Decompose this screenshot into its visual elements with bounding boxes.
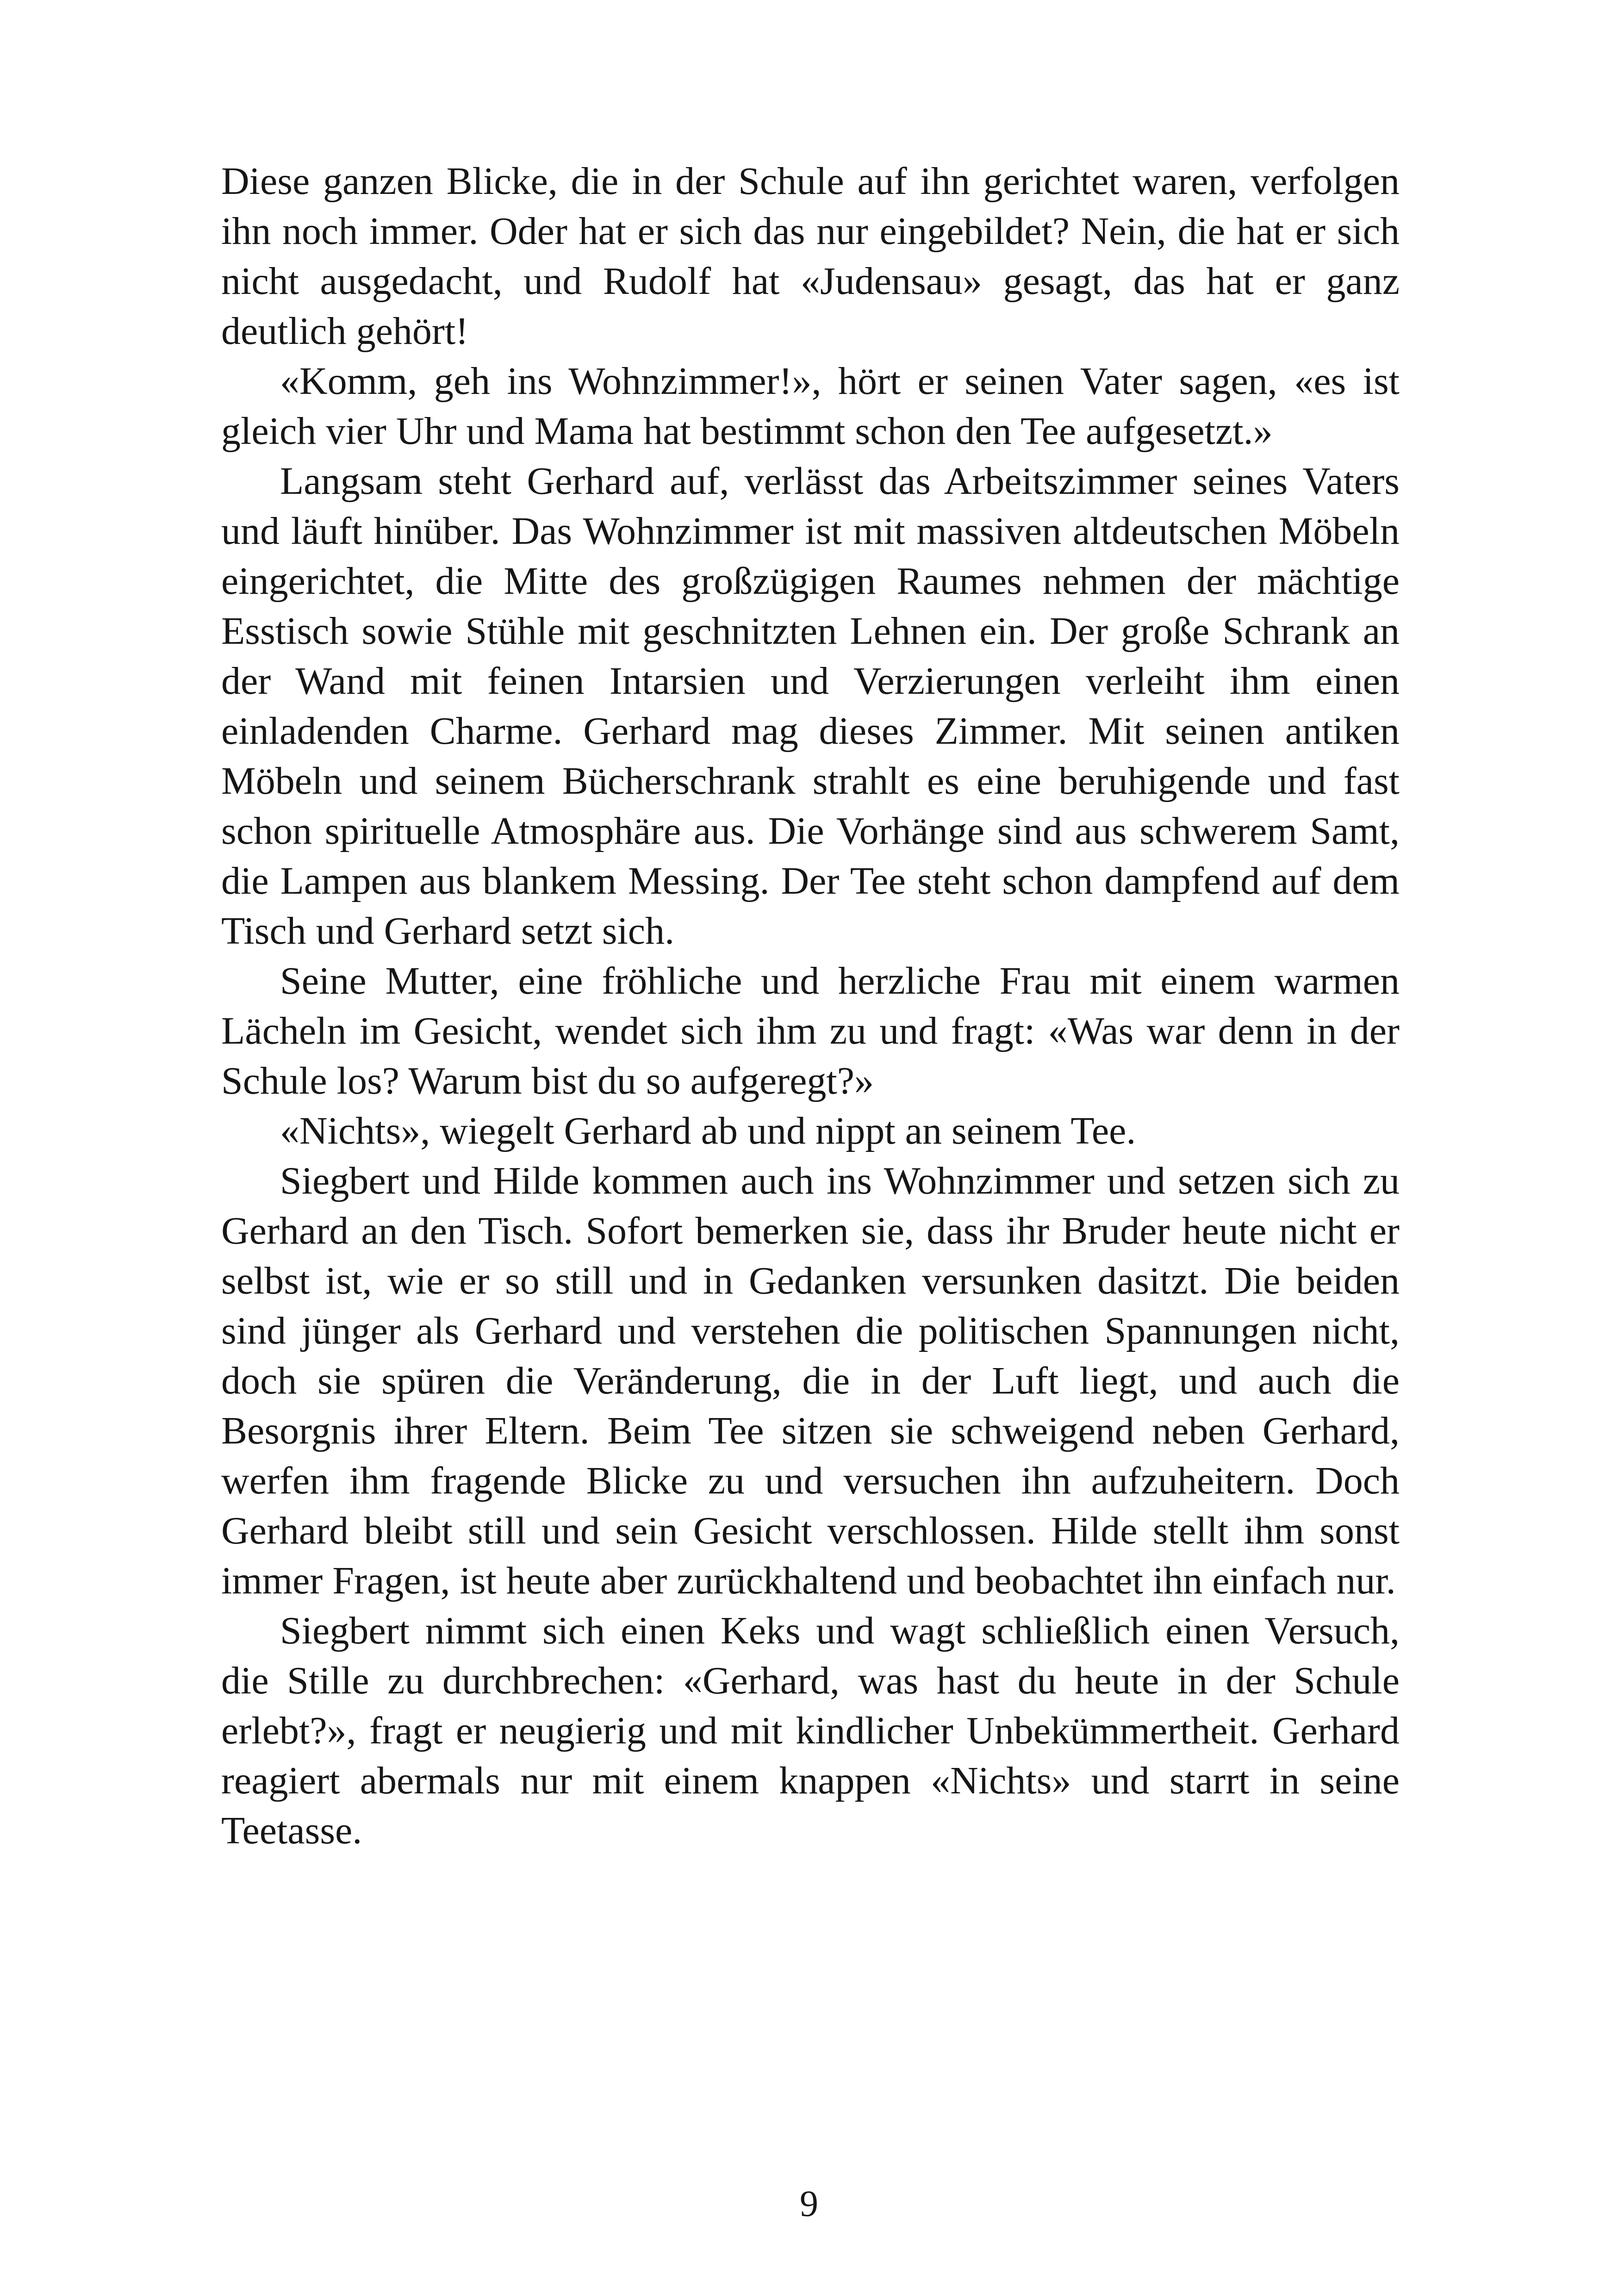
paragraph: Langsam steht Gerhard auf, verlässt das Arbeitszimmer seines Vaters und läuft hinüber. Das Wohnzimmer ist mit massiven altdeutschen Möbeln eingerichtet, die Mitte des großzügigen Raumes nehmen der mächtige Esstisch sowie Stühle mit geschnitzten Lehnen ein. Der große Schrank an der Wand mit feinen Intarsien und Verzierungen verleiht ihm einen einladenden Charme. Gerhard mag dieses Zimmer. Mit seinen antiken Möbeln und seinem Bücherschrank strahlt es eine beruhigende und fast schon spirituelle Atmosphäre aus. Die Vorhänge sind aus schwerem Samt, die Lampen aus blankem Messing. Der Tee steht schon dampfend auf dem Tisch und Gerhard setzt sich.: [221, 460, 1400, 952]
paragraph: Diese ganzen Blicke, die in der Schule auf ihn gerichtet waren, verfolgen ihn noch immer. Oder hat er sich das nur eingebildet? Nein, die hat er sich nicht ausgedacht, und Rudolf hat «Judensau» gesagt, das hat er ganz deutlich gehört!: [221, 160, 1400, 353]
page-number: 9: [800, 2184, 818, 2224]
paragraph: «Komm, geh ins Wohnzimmer!», hört er seinen Vater sagen, «es ist gleich vier Uhr und Mama hat bestimmt schon den Tee aufgesetzt.»: [221, 360, 1400, 453]
paragraph: Siegbert und Hilde kommen auch ins Wohnzimmer und setzen sich zu Gerhard an den Tisch. Sofort bemerken sie, dass ihr Bruder heute nicht er selbst ist, wie er so still und in Gedanken versunken dasitzt. Die beiden sind jünger als Gerhard und verstehen die politischen Spannungen nicht, doch sie spüren die Veränderung, die in der Luft liegt, und auch die Besorgnis ihrer Eltern. Beim Tee sitzen sie schweigend neben Gerhard, werfen ihm fragende Blicke zu und versuchen ihn aufzuheitern. Doch Gerhard bleibt still und sein Gesicht verschlossen. Hilde stellt ihm sonst immer Fragen, ist heute aber zurückhaltend und beobachtet ihn einfach nur.: [221, 1159, 1400, 1602]
paragraph: Siegbert nimmt sich einen Keks und wagt schließlich einen Versuch, die Stille zu durchbrechen: «Gerhard, was hast du heute in der Schule erlebt?», fragt er neugierig und mit kindlicher Unbekümmertheit. Gerhard reagiert abermals nur mit einem knappen «Nichts» und starrt in seine Teetasse.: [221, 1609, 1400, 1852]
body-text: [221, 156, 1400, 1856]
paragraph: «Nichts», wiegelt Gerhard ab und nippt an seinem Tee.: [280, 1109, 1136, 1152]
paragraph: Seine Mutter, eine fröhliche und herzliche Frau mit einem warmen Lächeln im Gesicht, wendet sich ihm zu und fragt: «Was war denn in der Schule los? Warum bist du so aufgeregt?»: [221, 959, 1400, 1102]
